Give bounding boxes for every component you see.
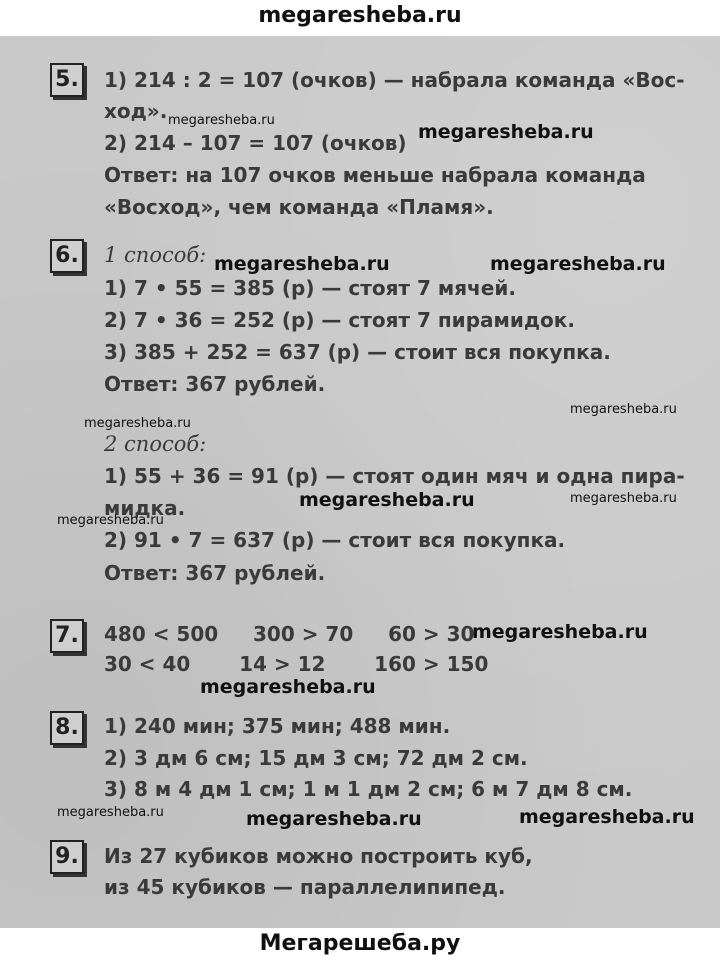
task6-line3: 3) 385 + 252 = 637 (р) — стоит вся покупка. <box>104 340 611 364</box>
task6-line5: мидка. <box>104 496 186 520</box>
task5-line3: 2) 214 – 107 = 107 (очков) <box>104 131 407 155</box>
task-number-7: 7. <box>50 619 84 653</box>
watermark: megaresheba.ru <box>57 805 164 820</box>
footer-site-name: Мегарешеба.ру <box>259 931 461 956</box>
task6-line6: 2) 91 • 7 = 637 (р) — стоит вся покупка. <box>104 528 566 552</box>
site-header <box>0 0 720 36</box>
watermark: megaresheba.ru <box>168 113 275 128</box>
task6-answer2: Ответ: 367 рублей. <box>104 561 326 585</box>
task7-line1: 480 < 500 300 > 70 60 > 30 <box>104 622 475 646</box>
task5-line1: 1) 214 : 2 = 107 (очков) — набрала команда «Вос- <box>104 68 685 92</box>
task6-method1-label: 1 способ: <box>104 243 207 267</box>
task-number-9: 9. <box>50 840 84 874</box>
watermark: megaresheba.ru <box>214 253 390 275</box>
task8-line2: 2) 3 дм 6 см; 15 дм 3 см; 72 дм 2 см. <box>104 746 528 770</box>
task-number-5: 5. <box>50 63 84 97</box>
task6-line2: 2) 7 • 36 = 252 (р) — стоят 7 пирамидок. <box>104 308 575 332</box>
watermark: megaresheba.ru <box>519 806 695 828</box>
task5-answer-line2: «Восход», чем команда «Пламя». <box>104 195 494 219</box>
watermark: megaresheba.ru <box>57 513 164 528</box>
task9-line2: из 45 кубиков — параллелипипед. <box>104 875 506 899</box>
watermark: megaresheba.ru <box>472 621 648 643</box>
watermark: megaresheba.ru <box>570 402 677 417</box>
task9-line1: Из 27 кубиков можно построить куб, <box>104 844 533 868</box>
header-site-name: megaresheba.ru <box>258 3 462 28</box>
task5-line2: ход». <box>104 99 168 123</box>
task-number-8: 8. <box>50 711 84 745</box>
watermark: megaresheba.ru <box>84 416 191 431</box>
watermark: megaresheba.ru <box>299 489 475 511</box>
site-footer <box>0 928 720 963</box>
watermark: megaresheba.ru <box>490 253 666 275</box>
watermark: megaresheba.ru <box>200 676 376 698</box>
task5-answer-line1: Ответ: на 107 очков меньше набрала команда <box>104 163 646 187</box>
task6-line1: 1) 7 • 55 = 385 (р) — стоят 7 мячей. <box>104 276 516 300</box>
task8-line3: 3) 8 м 4 дм 1 см; 1 м 1 дм 2 см; 6 м 7 дм 8 см. <box>104 777 633 801</box>
watermark: megaresheba.ru <box>246 808 422 830</box>
task6-line4: 1) 55 + 36 = 91 (р) — стоят один мяч и одна пира- <box>104 464 685 488</box>
watermark: megaresheba.ru <box>418 121 594 143</box>
task-number-6: 6. <box>50 239 84 273</box>
task6-method2-label: 2 способ: <box>104 432 207 456</box>
task6-answer1: Ответ: 367 рублей. <box>104 372 326 396</box>
task8-line1: 1) 240 мин; 375 мин; 488 мин. <box>104 714 451 738</box>
watermark: megaresheba.ru <box>570 491 677 506</box>
task7-line2: 30 < 40 14 > 12 160 > 150 <box>104 652 489 676</box>
